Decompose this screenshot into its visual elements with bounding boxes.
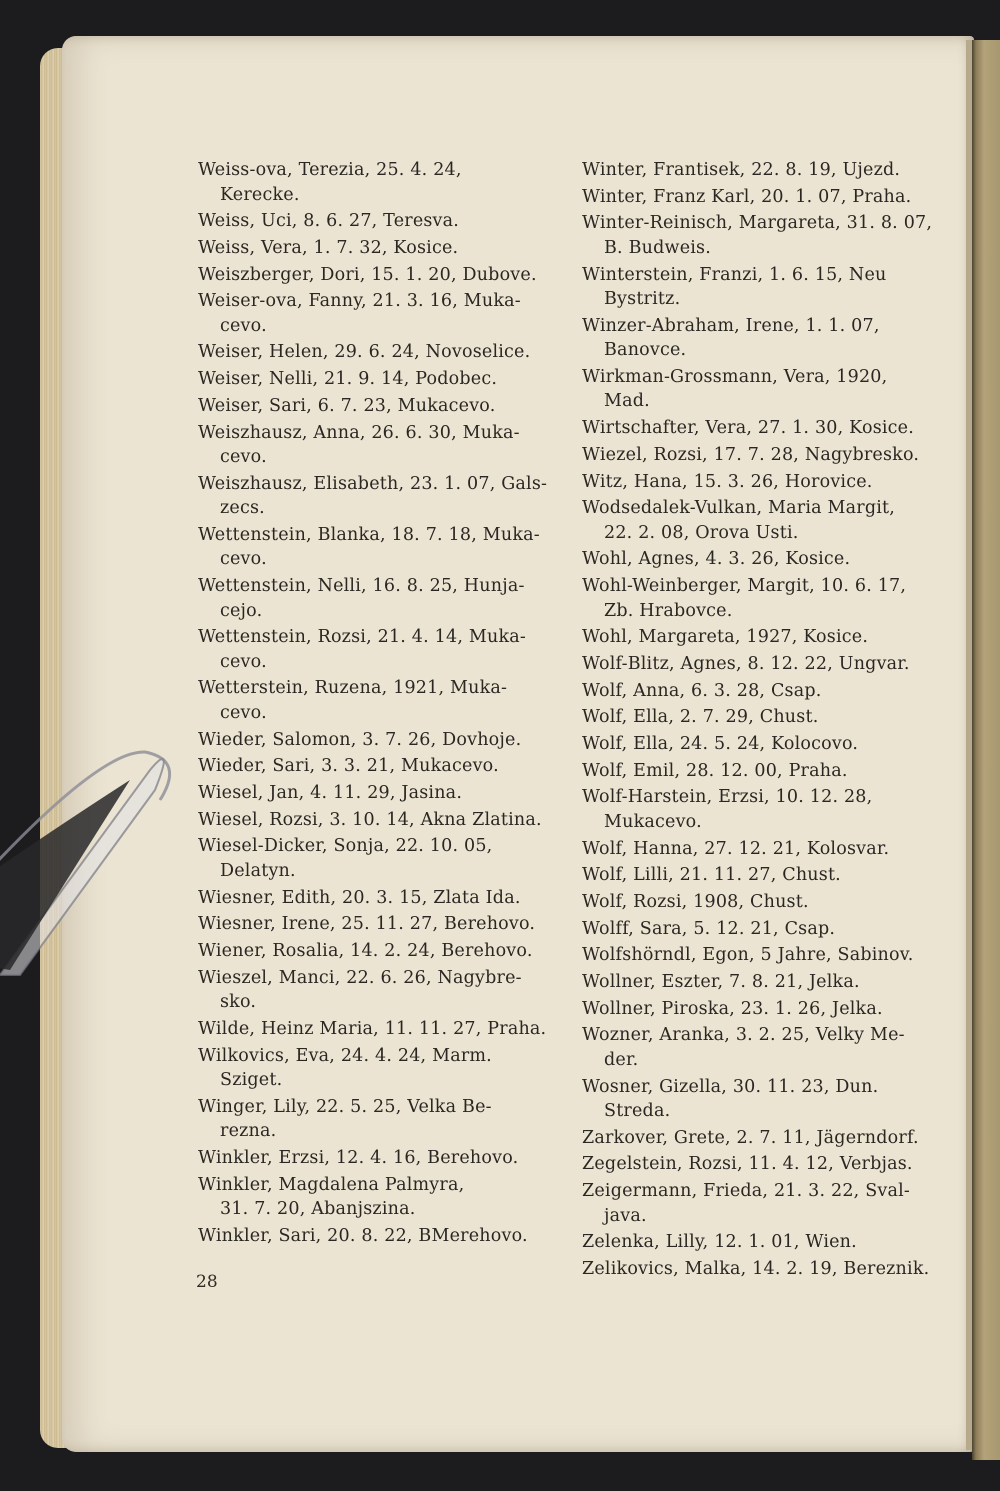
entry-continuation: der. bbox=[604, 1049, 639, 1070]
entry-continuation: java. bbox=[604, 1205, 647, 1226]
entry-line: Wilkovics, Eva, 24. 4. 24, Marm. bbox=[198, 1045, 492, 1066]
entry-line: Wollner, Piroska, 23. 1. 26, Jelka. bbox=[582, 998, 883, 1019]
index-entry bbox=[582, 917, 954, 942]
index-entry bbox=[198, 625, 560, 674]
entry-line: Winkler, Sari, 20. 8. 22, BMerehovo. bbox=[198, 1225, 528, 1246]
index-entry bbox=[582, 837, 954, 862]
entry-line: Wolf, Hanna, 27. 12. 21, Kolosvar. bbox=[582, 838, 890, 859]
index-entry bbox=[198, 1095, 560, 1144]
entry-line: Wieder, Salomon, 3. 7. 26, Dovhoje. bbox=[198, 729, 522, 750]
index-entry bbox=[198, 912, 560, 937]
entry-line: Winzer-Abraham, Irene, 1. 1. 07, bbox=[582, 315, 880, 336]
entry-line: Wohl, Margareta, 1927, Kosice. bbox=[582, 627, 869, 648]
index-entry bbox=[198, 367, 560, 392]
facing-page-edge bbox=[972, 40, 1000, 1460]
entry-line: Wilde, Heinz Maria, 11. 11. 27, Praha. bbox=[198, 1018, 547, 1039]
entry-line: Weiss, Vera, 1. 7. 32, Kosice. bbox=[198, 237, 459, 258]
index-entry bbox=[198, 394, 560, 419]
entry-line: Wieder, Sari, 3. 3. 21, Mukacevo. bbox=[198, 756, 499, 777]
entry-continuation: sko. bbox=[220, 992, 257, 1013]
entry-line: Weiser-ova, Fanny, 21. 3. 16, Muka- bbox=[198, 291, 521, 312]
index-entry bbox=[582, 863, 954, 888]
index-entry bbox=[582, 732, 954, 757]
entry-line: Wollner, Eszter, 7. 8. 21, Jelka. bbox=[582, 972, 860, 992]
entry-line: Winger, Lily, 22. 5. 25, Velka Be- bbox=[198, 1096, 492, 1117]
index-entry bbox=[198, 263, 560, 288]
entry-line: Wetterstein, Ruzena, 1921, Muka- bbox=[198, 678, 508, 699]
entry-continuation: 31. 7. 20, Abanjszina. bbox=[220, 1199, 416, 1220]
entry-continuation: cevo. bbox=[220, 315, 267, 336]
entry-line: Zelenka, Lilly, 12. 1. 01, Wien. bbox=[582, 1232, 857, 1253]
entry-line: Zarkover, Grete, 2. 7. 11, Jägerndorf. bbox=[582, 1127, 919, 1148]
index-entry bbox=[198, 158, 560, 207]
index-entry bbox=[198, 472, 560, 521]
index-entry bbox=[582, 1075, 954, 1124]
index-entry bbox=[582, 1230, 954, 1255]
index-entry bbox=[198, 886, 560, 911]
index-entry bbox=[198, 1224, 560, 1249]
entry-line: Winter-Reinisch, Margareta, 31. 8. 07, bbox=[582, 213, 933, 234]
index-entry bbox=[198, 421, 560, 470]
entry-line: Wosner, Gizella, 30. 11. 23, Dun. bbox=[582, 1076, 879, 1097]
entry-line: Wiesner, Irene, 25. 11. 27, Berehovo. bbox=[198, 914, 536, 935]
entry-continuation: cevo. bbox=[220, 447, 267, 467]
entry-line: Wohl-Weinberger, Margit, 10. 6. 17, bbox=[582, 576, 907, 597]
entry-continuation: B. Budweis. bbox=[604, 237, 711, 258]
index-entry bbox=[582, 943, 954, 968]
index-entry bbox=[582, 496, 954, 545]
entry-continuation: Mad. bbox=[604, 391, 650, 412]
entry-continuation: Mukacevo. bbox=[604, 811, 702, 832]
entry-line: Winkler, Magdalena Palmyra, bbox=[198, 1174, 465, 1195]
index-entry bbox=[582, 158, 954, 183]
entry-continuation: Streda. bbox=[604, 1101, 671, 1122]
entry-line: Wolff, Sara, 5. 12. 21, Csap. bbox=[582, 918, 836, 939]
entry-line: Weiszhausz, Anna, 26. 6. 30, Muka- bbox=[198, 422, 520, 443]
entry-continuation: rezna. bbox=[220, 1121, 277, 1142]
left-name-column bbox=[198, 158, 560, 1250]
index-entry bbox=[582, 1126, 954, 1151]
index-entry bbox=[582, 185, 954, 210]
entry-line: Wolf, Emil, 28. 12. 00, Praha. bbox=[582, 760, 848, 781]
entry-line: Winter, Frantisek, 22. 8. 19, Ujezd. bbox=[582, 160, 901, 180]
entry-line: Wiesel, Jan, 4. 11. 29, Jasina. bbox=[198, 783, 463, 803]
entry-line: Wozner, Aranka, 3. 2. 25, Velky Me- bbox=[582, 1025, 905, 1046]
index-entry bbox=[198, 728, 560, 753]
index-entry bbox=[582, 970, 954, 995]
index-entry bbox=[582, 1023, 954, 1072]
index-entry bbox=[582, 705, 954, 730]
entry-continuation: Bystritz. bbox=[604, 289, 681, 310]
entry-line: Zegelstein, Rozsi, 11. 4. 12, Verbjas. bbox=[582, 1154, 913, 1175]
entry-line: Weiser, Sari, 6. 7. 23, Mukacevo. bbox=[198, 395, 496, 416]
index-entry bbox=[198, 1146, 560, 1171]
index-entry bbox=[582, 1179, 954, 1228]
index-entry bbox=[582, 365, 954, 414]
index-entry bbox=[198, 781, 560, 806]
entry-line: Weiszhausz, Elisabeth, 23. 1. 07, Gals- bbox=[198, 473, 548, 494]
entry-line: Wirkman-Grossmann, Vera, 1920, bbox=[582, 366, 888, 387]
entry-continuation: Banovce. bbox=[604, 340, 687, 361]
entry-line: Witz, Hana, 15. 3. 26, Horovice. bbox=[582, 471, 873, 492]
index-entry bbox=[198, 834, 560, 883]
entry-line: Zeigermann, Frieda, 21. 3. 22, Sval- bbox=[582, 1181, 911, 1202]
entry-continuation: cevo. bbox=[220, 702, 267, 723]
entry-line: Winterstein, Franzi, 1. 6. 15, Neu bbox=[582, 264, 887, 285]
entry-line: Zelikovics, Malka, 14. 2. 19, Bereznik. bbox=[582, 1259, 930, 1279]
entry-line: Wolf-Blitz, Agnes, 8. 12. 22, Ungvar. bbox=[582, 653, 910, 674]
entry-line: Winkler, Erzsi, 12. 4. 16, Berehovo. bbox=[198, 1147, 519, 1168]
entry-line: Wolf, Ella, 2. 7. 29, Chust. bbox=[582, 707, 819, 728]
entry-continuation: cevo. bbox=[220, 651, 267, 672]
entry-line: Weiser, Helen, 29. 6. 24, Novoselice. bbox=[198, 342, 531, 363]
entry-line: Weiss, Uci, 8. 6. 27, Teresva. bbox=[198, 211, 460, 232]
index-entry bbox=[582, 547, 954, 572]
index-entry bbox=[198, 939, 560, 964]
index-entry bbox=[198, 1173, 560, 1222]
entry-line: Wolf, Rozsi, 1908, Chust. bbox=[582, 891, 809, 912]
entry-continuation: Kerecke. bbox=[220, 184, 300, 205]
entry-continuation: zecs. bbox=[220, 498, 265, 519]
index-entry bbox=[198, 966, 560, 1015]
entry-continuation: Sziget. bbox=[220, 1070, 283, 1090]
index-entry bbox=[198, 340, 560, 365]
index-entry bbox=[582, 416, 954, 441]
index-entry bbox=[198, 754, 560, 779]
entry-line: Wolf, Ella, 24. 5. 24, Kolocovo. bbox=[582, 734, 859, 754]
index-entry bbox=[582, 470, 954, 495]
index-entry bbox=[198, 574, 560, 623]
index-entry bbox=[582, 574, 954, 623]
entry-line: Wolf-Harstein, Erzsi, 10. 12. 28, bbox=[582, 787, 873, 808]
index-entry bbox=[582, 997, 954, 1022]
index-entry bbox=[198, 236, 560, 261]
index-entry bbox=[582, 1257, 954, 1282]
entry-line: Wettenstein, Nelli, 16. 8. 25, Hunja- bbox=[198, 576, 525, 597]
index-entry bbox=[198, 209, 560, 234]
index-entry bbox=[582, 785, 954, 834]
index-entry bbox=[198, 523, 560, 572]
index-entry bbox=[198, 1017, 560, 1042]
entry-line: Weiszberger, Dori, 15. 1. 20, Dubove. bbox=[198, 264, 537, 285]
entry-line: Wodsedalek-Vulkan, Maria Margit, bbox=[582, 498, 896, 519]
entry-line: Wolfshörndl, Egon, 5 Jahre, Sabinov. bbox=[582, 945, 914, 966]
index-entry bbox=[582, 890, 954, 915]
entry-line: Wiesner, Edith, 20. 3. 15, Zlata Ida. bbox=[198, 887, 521, 908]
entry-line: Wiesel-Dicker, Sonja, 22. 10. 05, bbox=[198, 836, 493, 857]
entry-line: Wohl, Agnes, 4. 3. 26, Kosice. bbox=[582, 549, 851, 570]
index-entry bbox=[582, 679, 954, 704]
index-entry bbox=[582, 652, 954, 677]
entry-line: Wiener, Rosalia, 14. 2. 24, Berehovo. bbox=[198, 940, 533, 961]
entry-continuation: cejo. bbox=[220, 600, 263, 621]
index-entry bbox=[582, 443, 954, 468]
entry-continuation: 22. 2. 08, Orova Usti. bbox=[604, 522, 799, 543]
index-entry bbox=[582, 1152, 954, 1177]
index-entry bbox=[582, 759, 954, 784]
entry-line: Wettenstein, Blanka, 18. 7. 18, Muka- bbox=[198, 524, 540, 545]
right-name-column bbox=[582, 158, 954, 1284]
entry-line: Wolf, Lilli, 21. 11. 27, Chust. bbox=[582, 865, 841, 886]
entry-line: Wettenstein, Rozsi, 21. 4. 14, Muka- bbox=[198, 627, 526, 648]
index-entry bbox=[198, 289, 560, 338]
entry-line: Weiss-ova, Terezia, 25. 4. 24, bbox=[198, 160, 462, 180]
index-entry bbox=[582, 211, 954, 260]
index-entry bbox=[198, 808, 560, 833]
entry-line: Wieszel, Manci, 22. 6. 26, Nagybre- bbox=[198, 967, 522, 988]
entry-line: Wiesel, Rozsi, 3. 10. 14, Akna Zlatina. bbox=[198, 809, 542, 830]
index-entry bbox=[198, 676, 560, 725]
entry-line: Weiser, Nelli, 21. 9. 14, Podobec. bbox=[198, 369, 498, 390]
index-entry bbox=[198, 1044, 560, 1093]
entry-continuation: Zb. Hrabovce. bbox=[604, 600, 733, 621]
entry-continuation: Delatyn. bbox=[220, 860, 296, 881]
entry-line: Wolf, Anna, 6. 3. 28, Csap. bbox=[582, 680, 822, 701]
index-entry bbox=[582, 263, 954, 312]
entry-line: Winter, Franz Karl, 20. 1. 07, Praha. bbox=[582, 186, 912, 207]
entry-line: Wiezel, Rozsi, 17. 7. 28, Nagybresko. bbox=[582, 444, 920, 465]
index-entry bbox=[582, 314, 954, 363]
page-number: 28 bbox=[196, 1272, 218, 1292]
entry-continuation: cevo. bbox=[220, 549, 267, 570]
entry-line: Wirtschafter, Vera, 27. 1. 30, Kosice. bbox=[582, 418, 914, 439]
index-entry bbox=[582, 625, 954, 650]
